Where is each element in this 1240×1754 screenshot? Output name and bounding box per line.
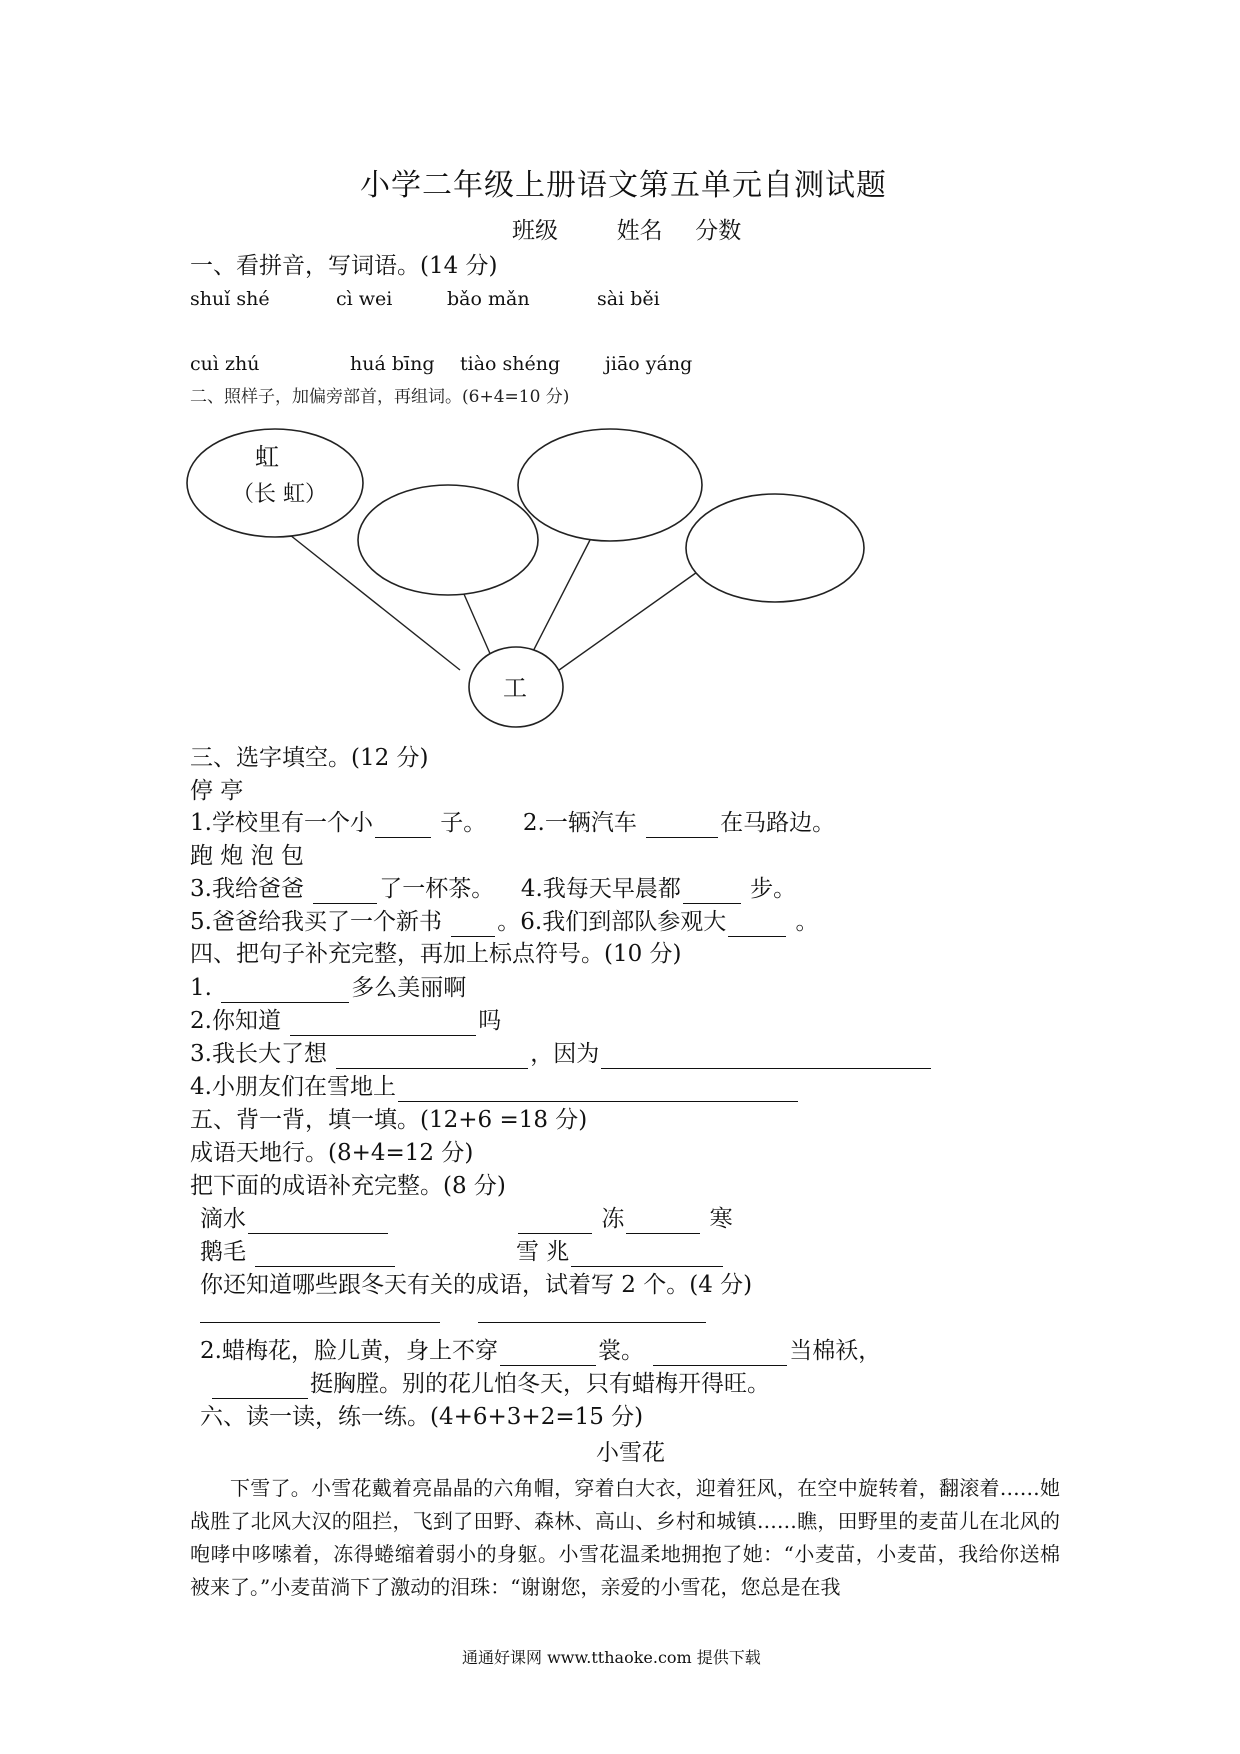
char-group-2: 跑 炮 泡 包 <box>190 843 304 869</box>
poem-text-b: 裳。 <box>597 1338 644 1364</box>
section-6-heading: 六、读一读，练一练。(4+6+3+2=15 分) <box>200 1404 644 1430</box>
q3-1-tail: 子。 <box>440 810 487 836</box>
score-label: 分数 <box>695 218 742 244</box>
idiom-2-text-b: 寒 <box>709 1206 733 1232</box>
section-3-heading: 三、选字填空。(12 分) <box>190 745 429 771</box>
q4-4-text: 4.小朋友们在雪地上 <box>190 1074 396 1100</box>
answer-ellipse-1[interactable] <box>358 485 538 595</box>
pinyin-3: bǎo mǎn <box>447 288 530 310</box>
q3-5-blank[interactable] <box>451 914 495 937</box>
q4-4-blank[interactable] <box>398 1079 798 1102</box>
sample-word: （长 虹） <box>232 482 327 507</box>
q4-3-blank-b[interactable] <box>601 1046 931 1069</box>
q3-4-blank[interactable] <box>683 881 741 904</box>
pinyin-6: huá bīng <box>350 353 435 375</box>
page-title: 小学二年级上册语文第五单元自测试题 <box>360 168 887 203</box>
poem-blank-2[interactable] <box>653 1343 787 1366</box>
idiom-4 <box>516 1237 725 1267</box>
connector-line <box>525 540 590 667</box>
q3-3-text: 3.我给爸爸 <box>190 876 304 902</box>
q4-line-1 <box>190 973 466 1003</box>
q3-4-tail: 步。 <box>750 876 797 902</box>
pinyin-7: tiào shéng <box>460 353 561 375</box>
section-5-sub-2: 把下面的成语补充完整。(8 分) <box>190 1173 506 1199</box>
section-5-sub-3: 你还知道哪些跟冬天有关的成语，试着写 2 个。(4 分) <box>200 1272 753 1298</box>
q4-1-tail: 多么美丽啊 <box>351 975 467 1001</box>
q3-line-1 <box>190 808 835 838</box>
q4-3-blank-a[interactable] <box>336 1046 528 1069</box>
sample-char: 虹 <box>255 443 279 471</box>
answer-ellipse-3[interactable] <box>686 494 864 602</box>
q3-6-tail: 。 <box>795 909 819 935</box>
q3-line-2 <box>190 874 796 904</box>
idiom-4-blank[interactable] <box>571 1244 723 1267</box>
q4-2-tail: 吗 <box>478 1008 502 1034</box>
q3-2-blank[interactable] <box>646 815 718 838</box>
q3-line-3 <box>190 907 819 937</box>
idiom-3-text: 鹅毛 <box>200 1239 246 1265</box>
footer-note: 通通好课网 www.tthaoke.com 提供下载 <box>462 1648 761 1667</box>
q3-6-blank[interactable] <box>728 914 786 937</box>
q3-2-tail: 在马路边。 <box>720 810 836 836</box>
idiom-2-blank-b[interactable] <box>626 1211 700 1234</box>
header-fields <box>512 216 741 246</box>
q3-1-blank[interactable] <box>375 815 431 838</box>
q3-6-text: 。6.我们到部队参观大 <box>497 909 727 935</box>
q3-5-text: 5.爸爸给我买了一个新书 <box>190 909 442 935</box>
section-5-heading: 五、背一背，填一填。(12+6 =18 分) <box>190 1107 588 1133</box>
poem-text-a: 2.蜡梅花，脸儿黄，身上不穿 <box>200 1338 498 1364</box>
q3-1-text: 1.学校里有一个小 <box>190 810 373 836</box>
q4-1-num: 1. <box>190 975 212 1001</box>
pinyin-2: cì wei <box>336 288 393 310</box>
q4-3-text: 3.我长大了想 <box>190 1041 327 1067</box>
radical-diagram <box>180 415 870 735</box>
pinyin-1: shuǐ shé <box>190 288 270 310</box>
section-5-sub-1: 成语天地行。(8+4=12 分) <box>190 1140 474 1166</box>
q4-3-mid: ，因为 <box>530 1041 600 1067</box>
q3-3-blank[interactable] <box>313 881 377 904</box>
section-4-heading: 四、把句子补充完整，再加上标点符号。(10 分) <box>190 941 682 967</box>
name-label: 姓名 <box>616 218 663 244</box>
winter-idiom-blank-2[interactable] <box>478 1322 706 1323</box>
idiom-2-blank-a[interactable] <box>518 1211 592 1234</box>
poem-text-d: 挺胸膛。别的花儿怕冬天，只有蜡梅开得旺。 <box>310 1371 770 1397</box>
pinyin-5: cuì zhú <box>190 353 260 375</box>
poem-blank-1[interactable] <box>500 1343 596 1366</box>
answer-ellipse-2[interactable] <box>518 429 702 541</box>
idiom-3 <box>200 1237 397 1267</box>
section-1-heading: 一、看拼音，写词语。(14 分) <box>190 253 498 279</box>
connector-line <box>545 570 700 680</box>
char-group-1: 停 亭 <box>190 778 244 804</box>
q4-line-4 <box>190 1072 800 1102</box>
q4-2-text: 2.你知道 <box>190 1008 281 1034</box>
poem-line-1 <box>200 1336 881 1366</box>
idiom-1-blank[interactable] <box>248 1211 388 1234</box>
q4-1-blank[interactable] <box>221 980 349 1003</box>
idiom-1-text: 滴水 <box>200 1206 246 1232</box>
idiom-3-blank[interactable] <box>255 1244 395 1267</box>
class-label: 班级 <box>512 218 558 244</box>
q3-4-text: 4.我每天早晨都 <box>520 876 681 902</box>
pinyin-8: jiāo yáng <box>605 353 693 375</box>
poem-line-2 <box>210 1369 770 1399</box>
q4-line-3 <box>190 1039 933 1069</box>
poem-text-c: 当棉袄， <box>789 1338 882 1364</box>
story-title: 小雪花 <box>596 1440 665 1466</box>
center-char: 工 <box>503 674 527 702</box>
idiom-4-text: 雪 兆 <box>516 1239 570 1265</box>
q3-3-tail: 了一杯茶。 <box>379 876 495 902</box>
story-paragraph: 下雪了。小雪花戴着亮晶晶的六角帽，穿着白大衣，迎着狂风，在空中旋转着，翻滚着……她战胜了北风大汉的阻拦，飞到了田野、森林、高山、乡村和城镇……瞧，田野里的麦苗儿在北风的咆哮中哆嗦着，冻得蜷缩着弱小的身躯。小雪花温柔地拥抱了她：“小麦苗，小麦苗，我给你送棉被来了。”小麦苗淌下了激动的泪珠：“谢谢您，亲爱的小雪花，您总是在我 <box>190 1476 1060 1599</box>
section-2-heading: 二、照样子，加偏旁部首，再组词。(6+4=10 分) <box>190 387 570 407</box>
winter-idiom-blank-1[interactable] <box>200 1322 440 1323</box>
pinyin-4: sài běi <box>597 288 660 310</box>
q4-line-2 <box>190 1006 501 1036</box>
idiom-2 <box>516 1204 733 1234</box>
idiom-1 <box>200 1204 390 1234</box>
q3-2-text: 2.一辆汽车 <box>522 810 637 836</box>
q4-2-blank[interactable] <box>290 1013 476 1036</box>
poem-blank-3[interactable] <box>212 1376 308 1399</box>
idiom-2-text-a: 冻 <box>601 1206 625 1232</box>
